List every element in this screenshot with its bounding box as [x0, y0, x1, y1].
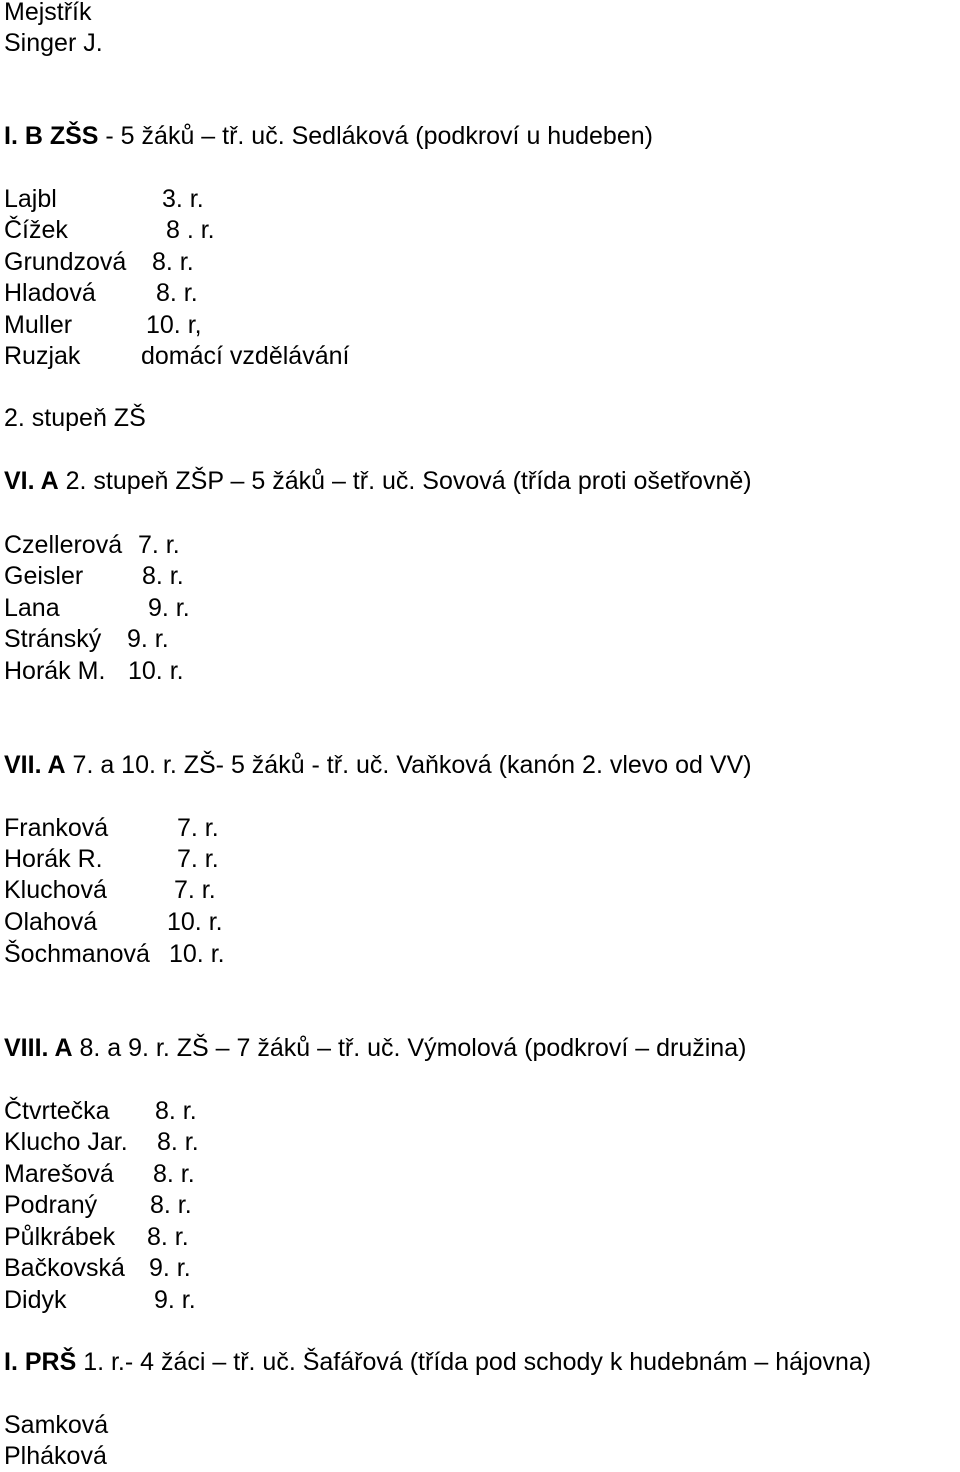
student-name: Čížek — [4, 216, 68, 244]
student-row — [4, 1222, 189, 1253]
student-row — [4, 1190, 192, 1221]
student-grade: 8. r. — [147, 1223, 189, 1251]
student-grade: 8 . r. — [166, 216, 215, 244]
student-name: Podraný — [4, 1191, 98, 1219]
student-row — [4, 1441, 107, 1472]
student-row — [4, 247, 194, 278]
student-row — [4, 184, 204, 215]
student-name: Olahová — [4, 908, 98, 936]
student-name: Stránský — [4, 625, 102, 653]
class-heading-bold: VII. A — [4, 751, 66, 779]
student-row — [4, 939, 225, 970]
student-name: Czellerová — [4, 531, 123, 559]
student-name: Bačkovská — [4, 1254, 125, 1282]
student-grade: 3. r. — [162, 185, 204, 213]
student-name: Plháková — [4, 1442, 107, 1470]
student-name: Hladová — [4, 279, 96, 307]
student-row — [4, 624, 169, 655]
class-heading — [4, 1033, 746, 1064]
student-name: Samková — [4, 1411, 109, 1439]
student-grade: 7. r. — [174, 876, 216, 904]
student-name: Horák R. — [4, 845, 103, 873]
class-heading-bold: VI. A — [4, 467, 59, 495]
student-row — [4, 1253, 191, 1284]
class-heading-text: 1. r.- 4 žáci – tř. uč. Šafářová (třída pod schody k hudebnám – hájovna) — [76, 1348, 872, 1376]
student-grade: 10. r. — [169, 940, 225, 968]
student-row — [4, 215, 215, 246]
student-grade: 8. r. — [157, 1128, 199, 1156]
class-heading-bold: VIII. A — [4, 1034, 73, 1062]
student-grade: 9. r. — [148, 594, 190, 622]
student-name: Franková — [4, 814, 109, 842]
class-heading — [4, 466, 752, 497]
student-name: Ruzjak — [4, 342, 81, 370]
student-row — [4, 875, 216, 906]
student-row — [4, 1410, 108, 1441]
student-row — [4, 656, 184, 687]
student-row — [4, 593, 190, 624]
student-grade: 8. r. — [156, 279, 198, 307]
student-name: Půlkrábek — [4, 1223, 116, 1251]
section-title: 2. stupeň ZŠ — [4, 404, 146, 432]
student-grade: 7. r. — [177, 845, 219, 873]
student-grade: 8. r. — [152, 248, 194, 276]
student-row — [4, 561, 184, 592]
class-heading — [4, 121, 653, 152]
student-grade: 7. r. — [138, 531, 180, 559]
student-name: Kluchová — [4, 876, 107, 904]
student-grade: domácí vzdělávání — [141, 342, 350, 370]
class-heading-bold: I. B ZŠS — [4, 122, 99, 150]
student-grade: 9. r. — [127, 625, 169, 653]
student-grade: 10. r. — [128, 657, 184, 685]
student-grade: 8. r. — [150, 1191, 192, 1219]
student-grade: 7. r. — [177, 814, 219, 842]
student-row — [4, 844, 219, 875]
class-heading — [4, 750, 752, 781]
student-name: Lajbl — [4, 185, 57, 213]
student-row — [4, 1127, 199, 1158]
class-heading-text: 2. stupeň ZŠP – 5 žáků – tř. uč. Sovová (třída proti ošetřovně) — [58, 467, 752, 495]
student-row — [4, 907, 223, 938]
student-name: Horák M. — [4, 657, 106, 685]
student-name: Lana — [4, 594, 60, 622]
student-grade: 10. r, — [146, 311, 202, 339]
student-grade: 9. r. — [149, 1254, 191, 1282]
student-name: Klucho Jar. — [4, 1128, 128, 1156]
student-grade: 10. r. — [167, 908, 223, 936]
student-name: Grundzová — [4, 248, 127, 276]
student-row — [4, 278, 198, 309]
student-name: Marešová — [4, 1160, 114, 1188]
student-row — [4, 530, 180, 561]
student-name: Muller — [4, 311, 73, 339]
student-row — [4, 1096, 197, 1127]
student-name: Didyk — [4, 1286, 67, 1314]
student-name: Čtvrtečka — [4, 1097, 110, 1125]
student-row — [4, 1159, 195, 1190]
student-row — [4, 341, 350, 372]
student-row — [4, 310, 202, 341]
class-heading-bold: I. PRŠ — [4, 1348, 77, 1376]
class-heading-text: - 5 žáků – tř. uč. Sedláková (podkroví u hudeben) — [98, 122, 653, 150]
student-name: Šochmanová — [4, 940, 150, 968]
class-heading — [4, 1347, 871, 1378]
header-line-2: Singer J. — [4, 29, 103, 57]
class-heading-text: 8. a 9. r. ZŠ – 7 žáků – tř. uč. Výmolová (podkroví – družina) — [72, 1034, 747, 1062]
student-grade: 8. r. — [142, 562, 184, 590]
student-grade: 9. r. — [154, 1286, 196, 1314]
student-name: Geisler — [4, 562, 84, 590]
student-grade: 8. r. — [155, 1097, 197, 1125]
student-row — [4, 813, 219, 844]
class-heading-text: 7. a 10. r. ZŠ- 5 žáků - tř. uč. Vaňková (kanón 2. vlevo od VV) — [65, 751, 752, 779]
student-row — [4, 1285, 196, 1316]
student-grade: 8. r. — [153, 1160, 195, 1188]
header-line-1: Mejstřík — [4, 0, 92, 26]
